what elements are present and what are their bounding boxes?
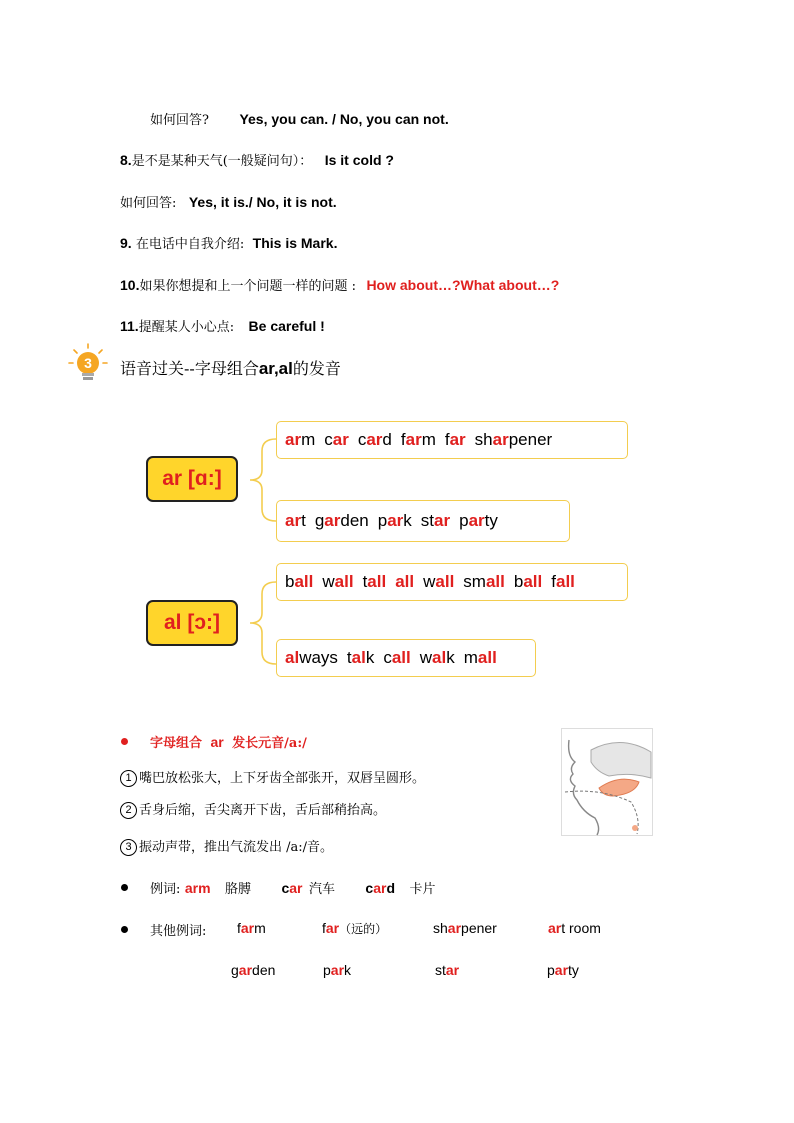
al-badge: al [ɔ:]	[146, 600, 238, 646]
word: sharpener	[474, 430, 553, 449]
word: garden	[314, 511, 369, 530]
other-word-park: park	[323, 962, 352, 978]
other-word-art-room: art room	[548, 920, 601, 936]
step-2: 2 舌身后缩，舌尖离开下齿，舌后部稍抬高。	[120, 799, 386, 819]
ar-word-box-1	[276, 421, 628, 459]
word: all	[395, 572, 415, 591]
bullet-dot	[121, 738, 128, 745]
others-label: 其他例词:	[150, 924, 207, 939]
ar-word-box-2	[276, 500, 570, 542]
word: always	[285, 648, 338, 667]
word: far	[444, 430, 466, 449]
al-word-row-1	[285, 572, 575, 592]
word: arm	[285, 430, 316, 449]
word: car	[324, 430, 349, 449]
al-word-box-1	[276, 563, 628, 601]
word: small	[463, 572, 505, 591]
section-title: 语音过关--字母组合ar,al的发音	[120, 359, 341, 378]
examples-line: 例词: arm 胳膊 car 汽车 card 卡片	[150, 880, 436, 897]
section-number: 3	[84, 355, 92, 371]
other-word-party: party	[547, 962, 579, 978]
ar-badge: ar [ɑ:]	[146, 456, 238, 502]
word: fall	[551, 572, 575, 591]
bullet-dot	[121, 926, 128, 933]
other-word-far: far（远的）	[322, 920, 388, 936]
lightbulb-icon	[68, 342, 108, 384]
question-line-8: 8.是不是某种天气(一般疑问句）： Is it cold ?	[120, 152, 394, 169]
mouth-diagram-icon	[561, 728, 653, 836]
question-line-9: 9. 在电话中自我介绍: This is Mark.	[120, 235, 338, 252]
word: art	[285, 511, 306, 530]
ar-word-row-1	[285, 430, 552, 450]
other-word-sharpener: sharpener	[433, 920, 497, 936]
step-3: 3 振动声带，推出气流发出 /a:/音。	[120, 836, 333, 856]
word: walk	[419, 648, 455, 667]
word: ball	[513, 572, 543, 591]
word: park	[377, 511, 412, 530]
question-line-11: 11.提醒某人小心点: Be careful !	[120, 318, 325, 335]
word: wall	[423, 572, 455, 591]
word: ball	[285, 572, 314, 591]
word: wall	[322, 572, 354, 591]
word: talk	[346, 648, 375, 667]
bullet-dot	[121, 884, 128, 891]
word: party	[459, 511, 498, 530]
answer-line-1: 如何回答? Yes, you can. / No, you can not.	[150, 111, 449, 128]
al-word-row-2	[285, 648, 497, 668]
word: card	[357, 430, 392, 449]
word: mall	[463, 648, 497, 667]
word: tall	[362, 572, 387, 591]
other-word-star: star	[435, 962, 460, 978]
brace-icon	[246, 437, 278, 523]
question-line-10: 10.如果你想提和上一个问题一样的问题 : How about…?What about…?	[120, 277, 560, 294]
other-word-farm: farm	[237, 920, 266, 936]
notes-heading: 字母组合 ar 发长元音/a:/	[150, 734, 307, 751]
word: farm	[400, 430, 436, 449]
other-word-garden: garden	[231, 962, 276, 978]
al-word-box-2	[276, 639, 536, 677]
step-1: 1 嘴巴放松张大，上下牙齿全部张开，双唇呈圆形。	[120, 767, 425, 787]
brace-icon	[246, 580, 278, 666]
word: star	[420, 511, 451, 530]
ar-word-row-2	[285, 511, 498, 531]
word: call	[383, 648, 411, 667]
answer-line-8: 如何回答: Yes, it is./ No, it is not.	[120, 194, 337, 211]
